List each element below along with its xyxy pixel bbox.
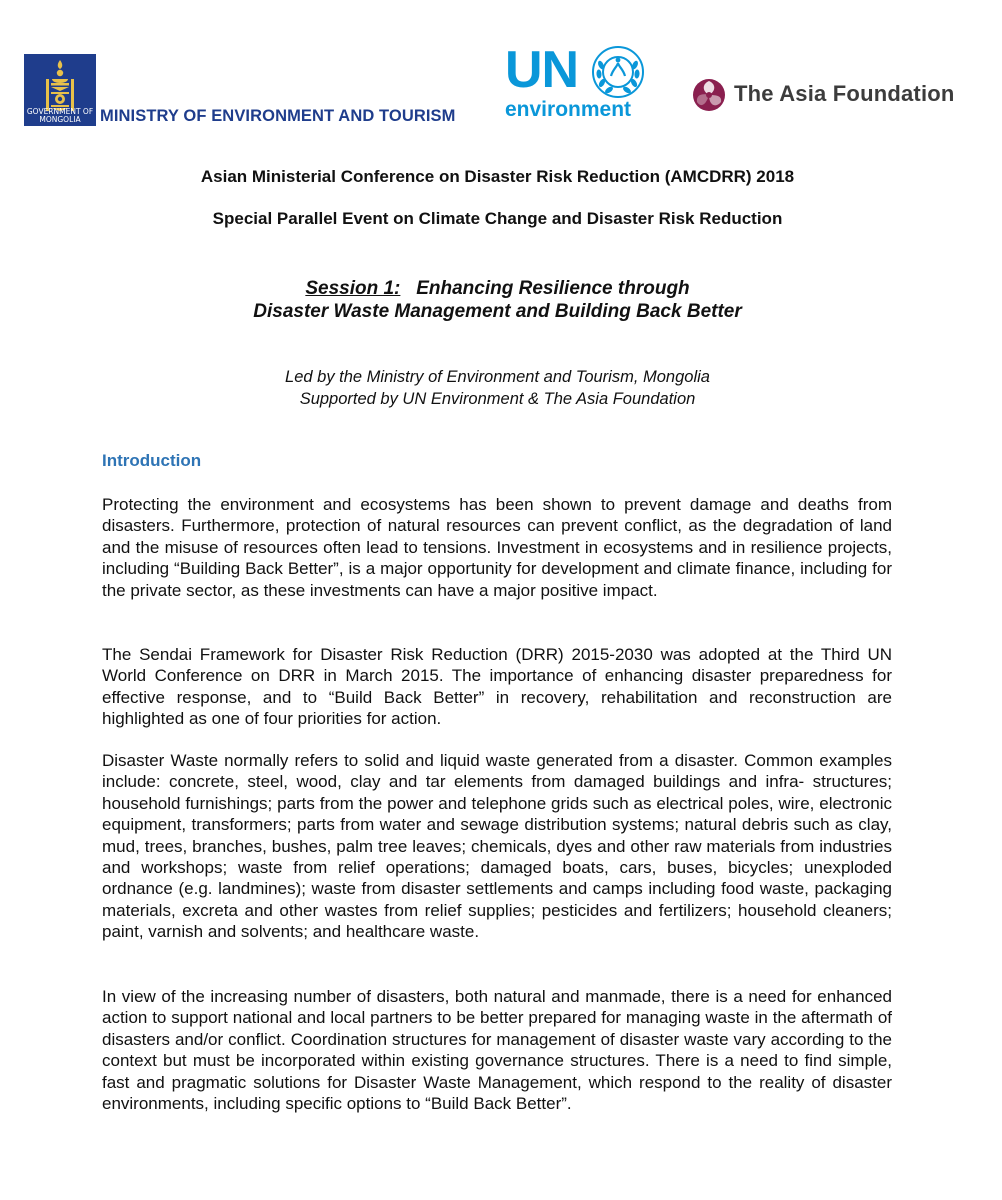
supported-by-line: Supported by UN Environment & The Asia Foundation bbox=[299, 390, 696, 408]
un-environment-emblem-icon bbox=[591, 45, 645, 99]
ministry-name: MINISTRY OF ENVIRONMENT AND TOURISM bbox=[100, 107, 456, 125]
session-title-line1 bbox=[0, 277, 995, 300]
government-of-mongolia-logo bbox=[24, 54, 96, 126]
asia-foundation-logo bbox=[692, 76, 955, 112]
session-title-text: Enhancing Resilience through bbox=[416, 278, 690, 299]
led-by-line: Led by the Ministry of Environment and Tourism, Mongolia bbox=[285, 368, 710, 386]
un-environment-logo bbox=[505, 42, 655, 127]
session-title-line2: Disaster Waste Management and Building Back Better bbox=[253, 301, 742, 322]
asia-foundation-swirl-icon bbox=[692, 78, 726, 112]
intro-paragraph-2: The Sendai Framework for Disaster Risk Reduction (DRR) 2015-2030 was adopted at the Third UN World Conference on DRR in March 2015. The importance of enhancing disaster preparedness for effective response, and to “Build Back Better” in recovery, rehabilitation and reconstruction are highlighted as one of four priorities for action. bbox=[102, 645, 892, 729]
session-label: Session 1: bbox=[305, 278, 401, 299]
conference-title: Asian Ministerial Conference on Disaster Risk Reduction (AMCDRR) 2018 bbox=[200, 167, 795, 186]
section-heading-introduction: Introduction bbox=[102, 451, 202, 470]
intro-paragraph-4: In view of the increasing number of disasters, both natural and manmade, there is a need for enhanced action to support national and local partners to be better prepared for managing waste in the aftermath of disasters and/or conflict. Coordination structures for management of disaster waste vary according to the context but must be incorporated within existing governance structures. There is a need to find simple, fast and pragmatic solutions for Disaster Waste Management, which respond to the reality of disaster environments, including specific options to “Build Back Better”. bbox=[102, 987, 892, 1114]
government-logo-caption: GOVERNMENT OF MONGOLIA bbox=[26, 107, 94, 124]
un-logo-word: environment bbox=[505, 98, 632, 121]
un-logo-letters: UN bbox=[505, 41, 579, 99]
asia-foundation-name: The Asia Foundation bbox=[734, 81, 955, 106]
intro-paragraph-1: Protecting the environment and ecosystems has been shown to prevent damage and deaths from disasters. Furthermore, protection of natural resources can prevent conflict, as the degradation of land and the misuse of resources often lead to tensions. Investment in ecosystems and in resilience projects, including “Building Back Better”, is a major opportunity for development and climate finance, including for the private sector, as these investments can have a major positive impact. bbox=[102, 495, 892, 600]
intro-paragraph-3: Disaster Waste normally refers to solid and liquid waste generated from a disaster. Common examples include: concrete, steel, wood, clay and tar elements from damaged buildings and infra- structures; household furnishings; parts from the power and telephone grids such as electrical poles, wire, electronic equipment, transformers; parts from water and sewage distribution systems; natural debris such as clay, mud, trees, branches, bushes, palm tree leaves; chemicals, dyes and other raw materials from industries and workshops; waste from relief operations; damaged boats, cars, buses, bicycles; unexploded ordnance (e.g. landmines); waste from disaster settlements and camps including food waste, packaging materials, excreta and other wastes from relief supplies; pesticides and fertilizers; household cleaners; paint, varnish and solvents; and healthcare waste. bbox=[102, 751, 892, 942]
event-title: Special Parallel Event on Climate Change and Disaster Risk Reduction bbox=[212, 209, 783, 228]
